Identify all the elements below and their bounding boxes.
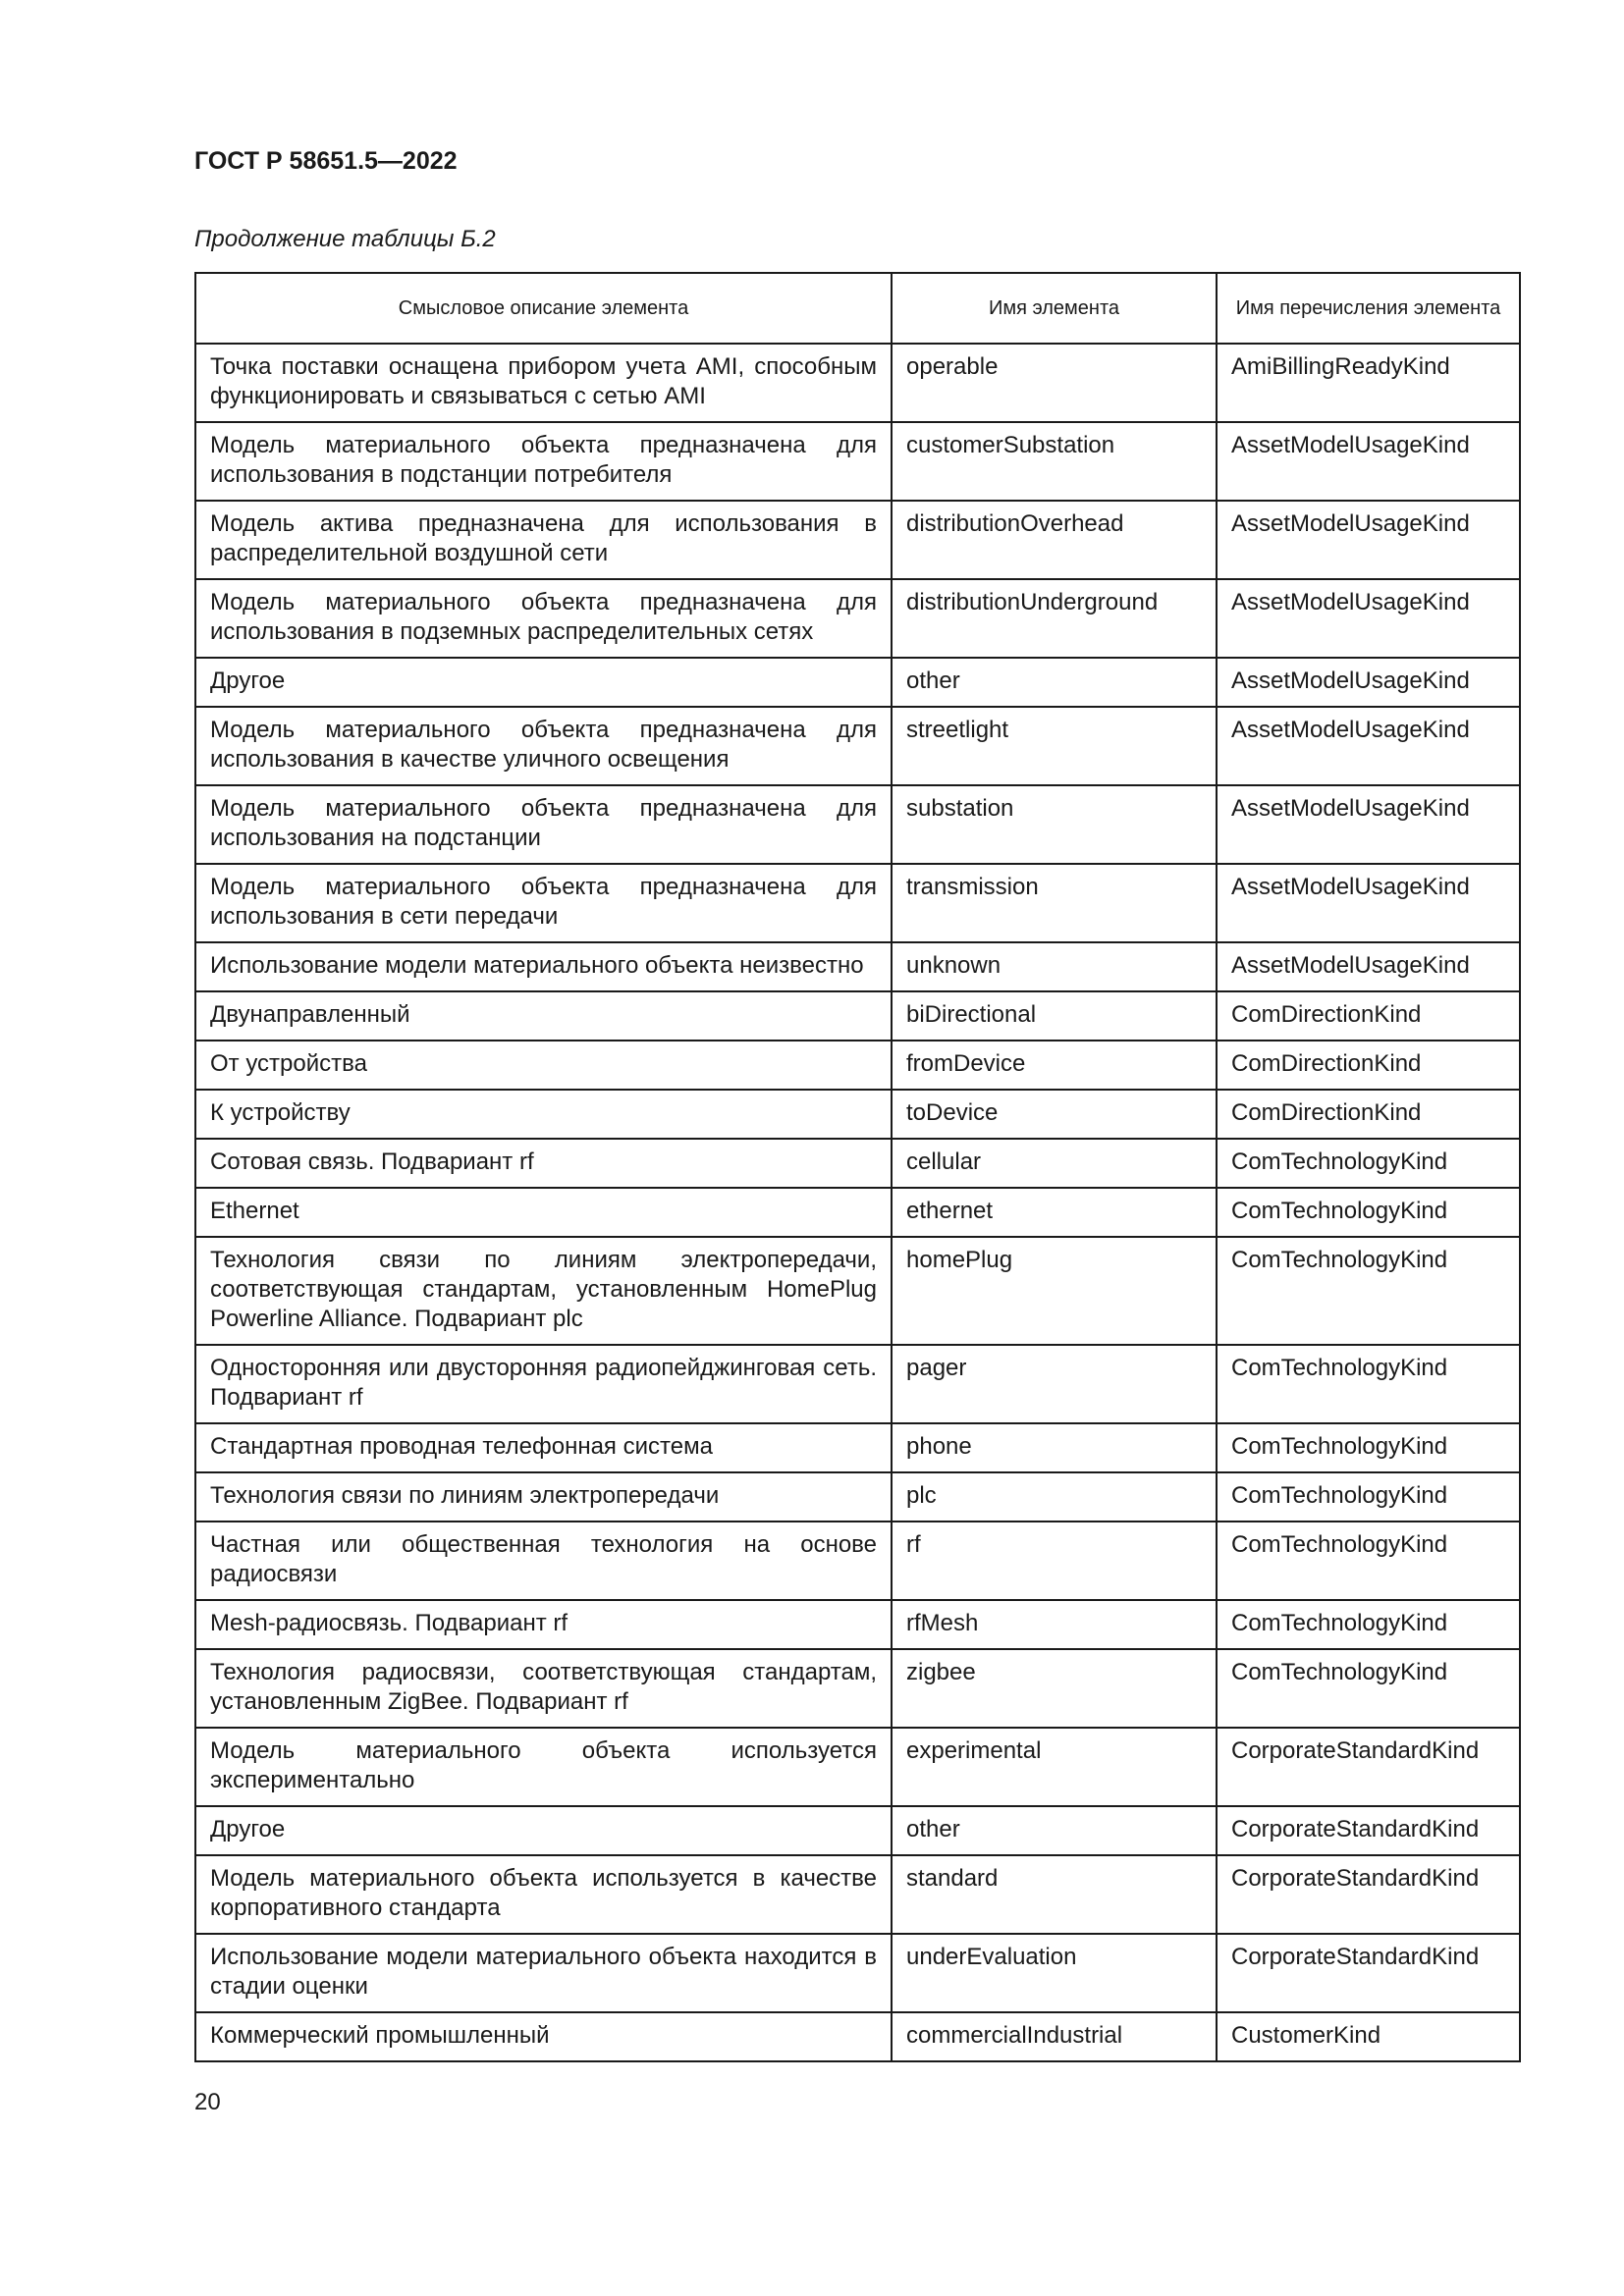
table-row (195, 658, 1520, 707)
enum-name-cell: AssetModelUsageKind (1217, 422, 1520, 501)
element-name-cell: fromDevice (892, 1041, 1217, 1090)
description-cell: Модель актива предназначена для использования в распределительной воздушной сети (195, 501, 892, 579)
element-name-cell: ethernet (892, 1188, 1217, 1237)
table-row (195, 1237, 1520, 1345)
column-header-element-name: Имя элемента (892, 273, 1217, 344)
enum-name-cell: ComTechnologyKind (1217, 1522, 1520, 1600)
enum-name-cell: CorporateStandardKind (1217, 1728, 1520, 1806)
table-row (195, 864, 1520, 942)
table-row (195, 1345, 1520, 1423)
table-row (195, 1806, 1520, 1855)
enum-name-cell: ComTechnologyKind (1217, 1237, 1520, 1345)
element-name-cell: zigbee (892, 1649, 1217, 1728)
element-name-cell: customerSubstation (892, 422, 1217, 501)
element-name-cell: rf (892, 1522, 1217, 1600)
enum-name-cell: CorporateStandardKind (1217, 1934, 1520, 2012)
table-row (195, 422, 1520, 501)
description-cell: Двунаправленный (195, 991, 892, 1041)
enum-name-cell: AssetModelUsageKind (1217, 864, 1520, 942)
description-cell: Mesh-радиосвязь. Подвариант rf (195, 1600, 892, 1649)
description-cell: Коммерческий промышленный (195, 2012, 892, 2061)
enum-name-cell: ComDirectionKind (1217, 1090, 1520, 1139)
description-cell: Сотовая связь. Подвариант rf (195, 1139, 892, 1188)
table-row (195, 344, 1520, 422)
element-name-cell: streetlight (892, 707, 1217, 785)
enum-table (194, 272, 1521, 2062)
enum-name-cell: AssetModelUsageKind (1217, 785, 1520, 864)
table-caption: Продолжение таблицы Б.2 (194, 226, 496, 252)
description-cell: Односторонняя или двусторонняя радиопейджинговая сеть. Подвариант rf (195, 1345, 892, 1423)
description-cell: Модель материального объекта предназначена для использования в подстанции потребителя (195, 422, 892, 501)
element-name-cell: cellular (892, 1139, 1217, 1188)
description-cell: Модель материального объекта используется в качестве корпоративного стандарта (195, 1855, 892, 1934)
enum-name-cell: ComDirectionKind (1217, 1041, 1520, 1090)
enum-name-cell: ComTechnologyKind (1217, 1423, 1520, 1472)
element-name-cell: rfMesh (892, 1600, 1217, 1649)
enum-name-cell: AssetModelUsageKind (1217, 501, 1520, 579)
table-row (195, 1139, 1520, 1188)
table-row (195, 1934, 1520, 2012)
element-name-cell: operable (892, 344, 1217, 422)
column-header-description: Смысловое описание элемента (195, 273, 892, 344)
document-code: ГОСТ Р 58651.5—2022 (194, 147, 458, 175)
table-row (195, 501, 1520, 579)
description-cell: Частная или общественная технология на основе радиосвязи (195, 1522, 892, 1600)
enum-name-cell: ComTechnologyKind (1217, 1649, 1520, 1728)
element-name-cell: other (892, 658, 1217, 707)
description-cell: Технология связи по линиям электропередачи (195, 1472, 892, 1522)
element-name-cell: transmission (892, 864, 1217, 942)
enum-name-cell: ComTechnologyKind (1217, 1472, 1520, 1522)
table-row (195, 1041, 1520, 1090)
enum-name-cell: AssetModelUsageKind (1217, 707, 1520, 785)
enum-name-cell: AssetModelUsageKind (1217, 658, 1520, 707)
element-name-cell: substation (892, 785, 1217, 864)
table-body (195, 344, 1520, 2061)
description-cell: Модель материального объекта предназначена для использования в подземных распределительных сетях (195, 579, 892, 658)
table-row (195, 785, 1520, 864)
table-row (195, 1600, 1520, 1649)
element-name-cell: toDevice (892, 1090, 1217, 1139)
enum-name-cell: CustomerKind (1217, 2012, 1520, 2061)
enum-name-cell: ComTechnologyKind (1217, 1139, 1520, 1188)
table-row (195, 1728, 1520, 1806)
table-row (195, 942, 1520, 991)
description-cell: Технология связи по линиям электропередачи, соответствующая стандартам, установленным HomePlug Powerline Alliance. Подвариант plc (195, 1237, 892, 1345)
description-cell: Модель материального объекта предназначена для использования в сети передачи (195, 864, 892, 942)
table-row (195, 991, 1520, 1041)
enum-name-cell: CorporateStandardKind (1217, 1806, 1520, 1855)
table-row (195, 1522, 1520, 1600)
description-cell: Использование модели материального объекта находится в стадии оценки (195, 1934, 892, 2012)
column-header-enum-name: Имя перечисления элемента (1217, 273, 1520, 344)
table-row (195, 1188, 1520, 1237)
description-cell: Модель материального объекта предназначена для использования в качестве уличного освещения (195, 707, 892, 785)
description-cell: Модель материального объекта предназначена для использования на подстанции (195, 785, 892, 864)
description-cell: Использование модели материального объекта неизвестно (195, 942, 892, 991)
description-cell: Другое (195, 658, 892, 707)
element-name-cell: distributionOverhead (892, 501, 1217, 579)
element-name-cell: unknown (892, 942, 1217, 991)
description-cell: Модель материального объекта используется экспериментально (195, 1728, 892, 1806)
table-row (195, 1423, 1520, 1472)
element-name-cell: commercialIndustrial (892, 2012, 1217, 2061)
description-cell: К устройству (195, 1090, 892, 1139)
element-name-cell: experimental (892, 1728, 1217, 1806)
enum-name-cell: ComTechnologyKind (1217, 1188, 1520, 1237)
description-cell: От устройства (195, 1041, 892, 1090)
element-name-cell: pager (892, 1345, 1217, 1423)
enum-name-cell: ComTechnologyKind (1217, 1345, 1520, 1423)
enum-name-cell: AssetModelUsageKind (1217, 942, 1520, 991)
table-row (195, 1855, 1520, 1934)
table-row (195, 2012, 1520, 2061)
table-row (195, 1090, 1520, 1139)
enum-name-cell: ComTechnologyKind (1217, 1600, 1520, 1649)
table-header-row (195, 273, 1520, 344)
table-row (195, 707, 1520, 785)
element-name-cell: other (892, 1806, 1217, 1855)
enum-name-cell: CorporateStandardKind (1217, 1855, 1520, 1934)
enum-name-cell: AssetModelUsageKind (1217, 579, 1520, 658)
element-name-cell: distributionUnderground (892, 579, 1217, 658)
element-name-cell: biDirectional (892, 991, 1217, 1041)
element-name-cell: underEvaluation (892, 1934, 1217, 2012)
description-cell: Другое (195, 1806, 892, 1855)
description-cell: Точка поставки оснащена прибором учета AMI, способным функционировать и связываться с сетью AMI (195, 344, 892, 422)
description-cell: Стандартная проводная телефонная система (195, 1423, 892, 1472)
description-cell: Ethernet (195, 1188, 892, 1237)
enum-name-cell: AmiBillingReadyKind (1217, 344, 1520, 422)
element-name-cell: plc (892, 1472, 1217, 1522)
table-row (195, 579, 1520, 658)
element-name-cell: standard (892, 1855, 1217, 1934)
table-row (195, 1472, 1520, 1522)
table-row (195, 1649, 1520, 1728)
element-name-cell: homePlug (892, 1237, 1217, 1345)
page-number: 20 (194, 2089, 221, 2115)
element-name-cell: phone (892, 1423, 1217, 1472)
enum-name-cell: ComDirectionKind (1217, 991, 1520, 1041)
description-cell: Технология радиосвязи, соответствующая стандартам, установленным ZigBee. Подвариант rf (195, 1649, 892, 1728)
